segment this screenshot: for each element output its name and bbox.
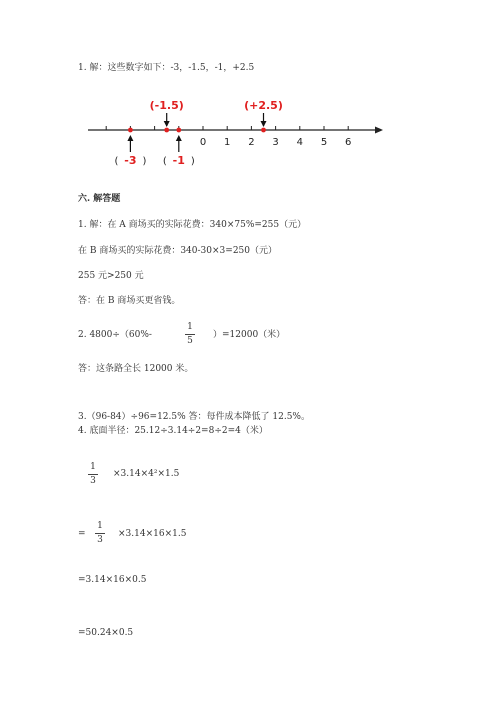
tick-label: 1 (224, 137, 231, 148)
fraction-one-third (93, 521, 107, 546)
number-line-label-above: (-1.5) (149, 99, 184, 112)
tick-label: 2 (248, 137, 255, 148)
tick-label: 3 (272, 137, 279, 148)
fraction-denominator: 3 (90, 476, 96, 486)
fraction-denominator: 5 (187, 336, 193, 346)
paren-close: ) (142, 156, 147, 167)
answer1-line3: 255 元>250 元 (78, 271, 144, 281)
point-marker (261, 128, 266, 133)
fraction-bar (95, 533, 105, 534)
fraction-numerator: 1 (187, 322, 193, 332)
fraction-denominator: 3 (97, 535, 103, 545)
tick-label: 6 (345, 137, 352, 148)
pointer-arrowhead (164, 121, 170, 127)
pointer-arrowhead (261, 121, 267, 127)
equals-sign: = (78, 529, 86, 539)
answer1-line1: 1. 解：在 A 商场买的实际花费：340×75%=255（元） (78, 220, 307, 230)
number-line-label-below: -1 (172, 154, 185, 167)
fraction-one-fifth (183, 322, 197, 347)
fraction-bar (88, 474, 98, 475)
tick-label: 0 (199, 137, 207, 148)
answer3-text: 3.（96-84）÷96=12.5% 答：每件成本降低了 12.5%。 (78, 412, 310, 422)
point-marker (164, 128, 169, 133)
answer4-radius: 4. 底面半径：25.12÷3.14÷2=8÷2=4（米） (78, 426, 268, 436)
answer1-line2: 在 B 商场买的实际花费：340-30×3=250（元） (78, 246, 277, 256)
answer4-volume-formula: ×3.14×4²×1.5 (113, 469, 180, 479)
answer4-step4: =50.24×0.5 (78, 628, 134, 638)
q1-answer-text: 1. 解：这些数字如下：-3，-1.5，-1，+2.5 (78, 63, 255, 73)
answer2-expression-end: ）=12000（米） (213, 330, 286, 340)
answer4-step2: ×3.14×16×1.5 (118, 529, 187, 539)
paren-open: ( (162, 156, 167, 167)
tick-label: 5 (320, 137, 328, 148)
answer2-expression-start: 2. 4800÷（60%- (78, 330, 152, 340)
number-line-label-below: -3 (124, 154, 137, 167)
number-line-label-above: (+2.5) (244, 99, 283, 112)
fraction-numerator: 1 (97, 521, 103, 531)
fraction-one-third (86, 462, 100, 487)
number-line (0, 92, 500, 182)
tick-label: 4 (296, 137, 303, 148)
fraction-bar (185, 334, 195, 335)
point-marker (128, 128, 133, 133)
axis-arrowhead (375, 127, 383, 134)
paren-close: ) (190, 156, 195, 167)
answer1-conclusion: 答：在 B 商场买更省钱。 (78, 296, 181, 306)
answer4-step3: =3.14×16×0.5 (78, 575, 147, 585)
point-marker (176, 128, 181, 133)
paren-open: ( (114, 156, 119, 167)
answer2-conclusion: 答：这条路全长 12000 米。 (78, 364, 194, 374)
fraction-numerator: 1 (90, 462, 96, 472)
section-heading: 六. 解答题 (78, 194, 121, 204)
